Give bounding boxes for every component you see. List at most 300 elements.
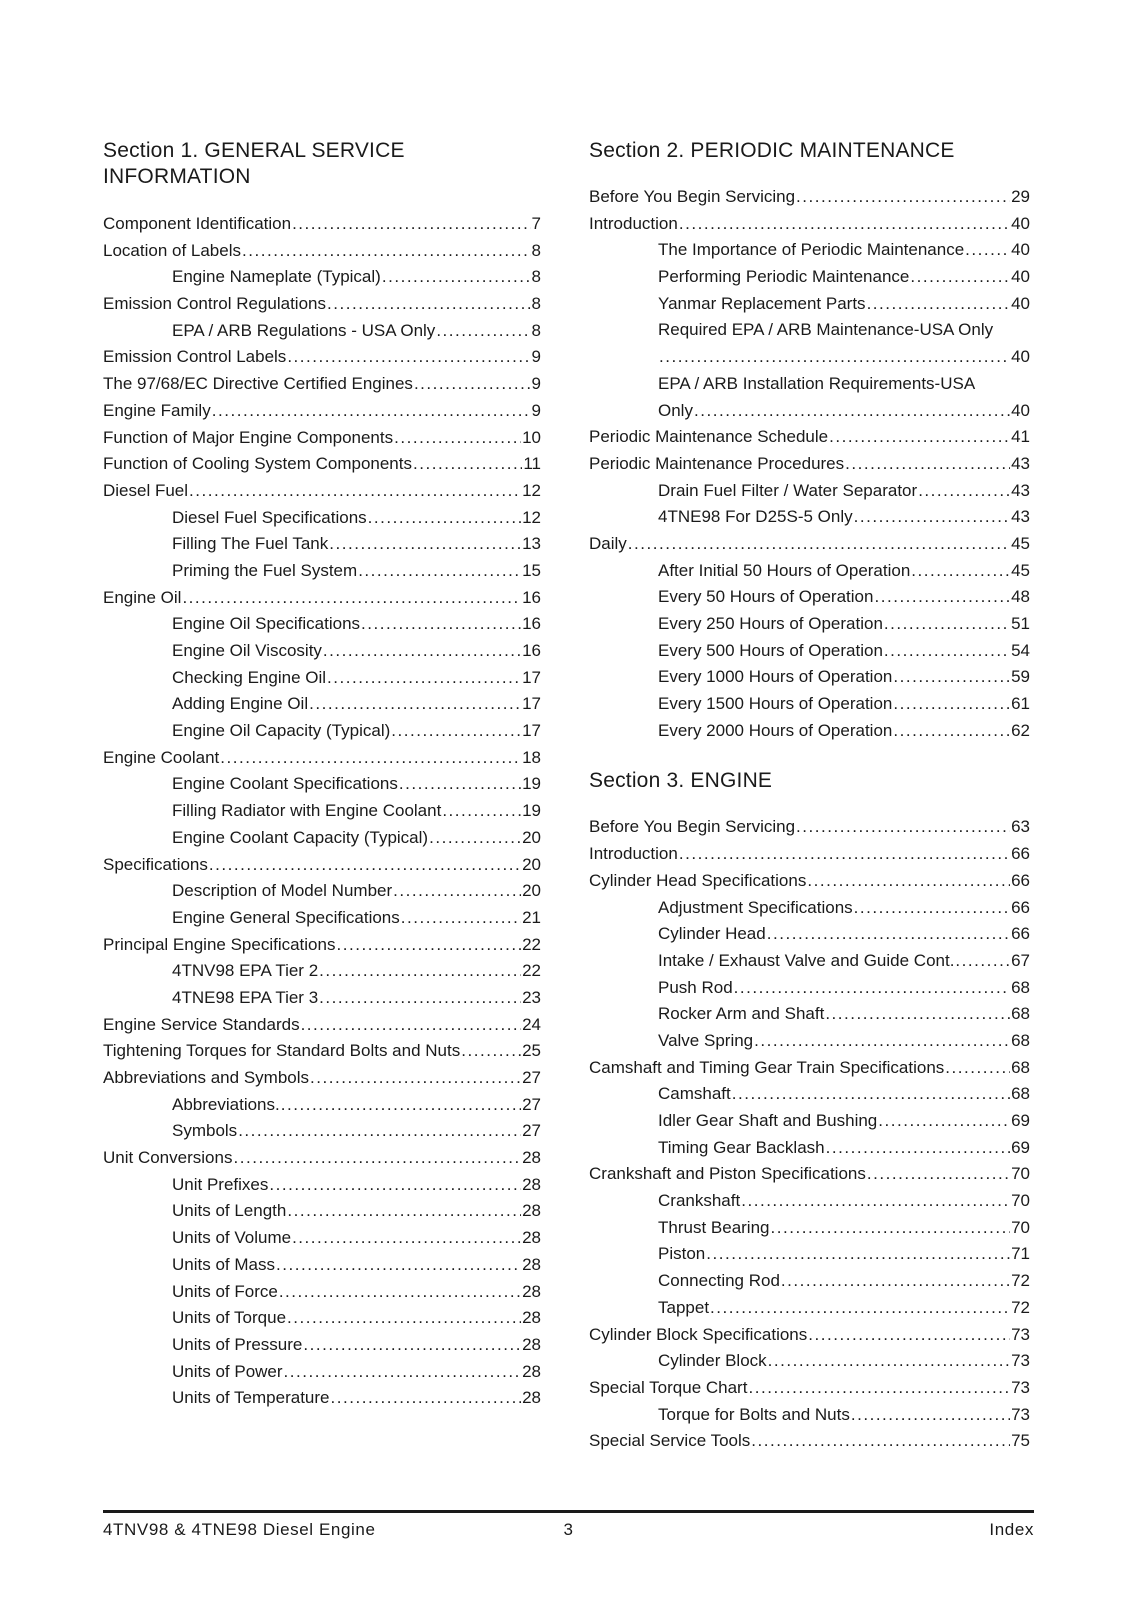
toc-dot-leader	[878, 1111, 1010, 1131]
toc-entry[interactable]	[589, 187, 1030, 214]
toc-entry-page: 43	[1011, 453, 1030, 473]
toc-entry-page: 12	[522, 507, 541, 527]
toc-entry[interactable]	[103, 908, 541, 935]
toc-entry-title: Priming the Fuel System	[172, 560, 358, 580]
toc-entry[interactable]	[103, 267, 541, 294]
toc-entry-page: 8	[531, 267, 541, 287]
toc-entry-title: Introduction	[589, 844, 678, 864]
toc-dot-leader	[319, 961, 521, 981]
toc-entry-page: 28	[522, 1254, 541, 1274]
toc-entry[interactable]	[103, 294, 541, 321]
toc-entry-page: 72	[1011, 1271, 1030, 1291]
toc-entry[interactable]	[589, 267, 1030, 294]
toc-entry-page: 73	[1011, 1377, 1030, 1397]
toc-entry[interactable]	[103, 935, 541, 962]
toc-entry[interactable]	[589, 320, 1030, 347]
toc-entry-page: 41	[1011, 427, 1030, 447]
toc-entry-page: 69	[1011, 1137, 1030, 1157]
toc-entry-page: 18	[522, 747, 541, 767]
toc-entry[interactable]	[589, 240, 1030, 267]
toc-entry[interactable]	[103, 1308, 541, 1335]
toc-entry-page: 68	[1011, 1030, 1030, 1050]
toc-entry[interactable]	[589, 374, 1030, 401]
toc-entry[interactable]	[589, 721, 1030, 748]
toc-dot-leader	[287, 347, 530, 367]
toc-entry[interactable]	[589, 1378, 1030, 1405]
toc-entry-title: Special Service Tools	[589, 1431, 751, 1451]
toc-entry[interactable]	[103, 641, 541, 668]
toc-dot-leader	[309, 694, 521, 714]
toc-entry-page: 66	[1011, 924, 1030, 944]
toc-entry[interactable]	[103, 321, 541, 348]
toc-entry-title: Every 1000 Hours of Operation	[658, 667, 893, 687]
toc-entry-title: Push Rod	[658, 977, 733, 997]
toc-entry-title: 4TNV98 EPA Tier 2	[172, 961, 319, 981]
toc-entry-title: Introduction	[589, 213, 678, 233]
toc-entry[interactable]	[103, 214, 541, 241]
toc-entry-page: 28	[522, 1174, 541, 1194]
toc-entry-title: Idler Gear Shaft and Bushing	[658, 1111, 878, 1130]
toc-entry-title: Diesel Fuel	[103, 480, 189, 500]
toc-entry-title: Engine Nameplate (Typical)	[172, 267, 381, 287]
toc-dot-leader	[242, 241, 531, 261]
toc-entry[interactable]	[589, 817, 1030, 844]
toc-entry-page: 40	[1011, 400, 1030, 420]
toc-entry[interactable]	[103, 1148, 541, 1175]
toc-dot-leader	[628, 534, 1010, 554]
toc-entry-page: 72	[1011, 1297, 1030, 1317]
toc-entry[interactable]	[103, 534, 541, 561]
toc-entry-page: 67	[1011, 950, 1030, 970]
toc-entry-title: Symbols	[172, 1121, 238, 1141]
toc-entry-title: Abbreviations.	[172, 1094, 280, 1114]
toc-entry[interactable]	[103, 881, 541, 908]
toc-entry[interactable]	[103, 508, 541, 535]
toc-entry[interactable]	[103, 374, 541, 401]
toc-entry[interactable]	[103, 401, 541, 428]
toc-dot-leader	[189, 481, 521, 501]
toc-entry-title: Component Identification	[103, 214, 292, 233]
toc-entry-title: Connecting Rod	[658, 1271, 780, 1291]
toc-dot-leader	[281, 1095, 521, 1115]
toc-entry-page: 28	[522, 1361, 541, 1381]
toc-entry-title: Periodic Maintenance Schedule	[589, 427, 829, 447]
toc-dot-leader	[694, 401, 1010, 421]
toc-entry-title: Emission Control Labels	[103, 347, 287, 367]
toc-entry[interactable]	[589, 1084, 1030, 1111]
toc-entry-page: 45	[1011, 533, 1030, 553]
toc-entry-page: 17	[522, 694, 541, 714]
toc-dot-leader	[279, 1282, 521, 1302]
toc-entry-title: Special Torque Chart	[589, 1377, 748, 1397]
toc-dot-leader	[436, 321, 530, 341]
toc-dot-leader	[945, 1058, 1010, 1078]
toc-entry-title: The 97/68/EC Directive Certified Engines	[103, 374, 413, 394]
toc-entry[interactable]	[589, 1138, 1030, 1165]
toc-entry-title: Units of Torque	[172, 1308, 287, 1328]
footer-rule	[103, 1510, 1034, 1513]
toc-entry-title: Units of Pressure	[172, 1334, 303, 1354]
toc-entry-page: 8	[531, 240, 541, 260]
section-2-title: Section 2. PERIODIC MAINTENANCE	[589, 139, 955, 162]
section-3-block	[589, 768, 1030, 1458]
toc-dot-leader	[767, 924, 1010, 944]
toc-entry-title: Filling Radiator with Engine Coolant	[172, 801, 442, 821]
toc-dot-leader	[867, 294, 1011, 314]
toc-entry[interactable]	[103, 828, 541, 855]
toc-entry[interactable]	[103, 855, 541, 882]
toc-entry-page: 68	[1011, 1004, 1030, 1024]
toc-entry-title: Cylinder Block	[658, 1351, 767, 1371]
toc-entry[interactable]	[589, 951, 1030, 978]
toc-entry[interactable]	[589, 641, 1030, 668]
toc-entry-title: Function of Major Engine Components	[103, 427, 394, 447]
toc-entry-page: 16	[522, 587, 541, 607]
toc-entry[interactable]	[103, 1041, 541, 1068]
toc-entry-page: 43	[1011, 480, 1030, 500]
toc-entry[interactable]	[589, 587, 1030, 614]
toc-entry[interactable]	[103, 1362, 541, 1389]
toc-entry[interactable]	[589, 1191, 1030, 1218]
toc-entry-page: 62	[1011, 720, 1030, 740]
toc-entry[interactable]	[103, 774, 541, 801]
toc-entry-page: 22	[522, 934, 541, 954]
toc-entry-page: 24	[522, 1014, 541, 1034]
toc-entry-page: 66	[1011, 844, 1030, 864]
toc-entry-page: 28	[522, 1281, 541, 1301]
toc-entry-title: Torque for Bolts and Nuts	[658, 1404, 850, 1424]
toc-entry-title: Function of Cooling System Components	[103, 454, 412, 474]
toc-entry-page: 27	[522, 1068, 541, 1087]
toc-entry-page: 20	[522, 827, 541, 847]
toc-entry[interactable]	[589, 507, 1030, 534]
toc-dot-leader	[911, 561, 1010, 581]
toc-entry-page: 15	[522, 560, 541, 580]
toc-entry-page: 75	[1011, 1431, 1030, 1451]
section-3-title: Section 3. ENGINE	[589, 769, 773, 793]
toc-dot-leader	[854, 898, 1010, 918]
toc-entry-page: 66	[1011, 897, 1030, 917]
toc-entry[interactable]	[589, 294, 1030, 321]
toc-entry-page: 16	[522, 614, 541, 634]
toc-dot-leader	[910, 267, 1010, 287]
toc-entry-title: Principal Engine Specifications	[103, 934, 336, 954]
toc-entry[interactable]	[589, 1244, 1030, 1271]
toc-dot-leader	[732, 1084, 1010, 1104]
section-2-block	[589, 138, 1030, 747]
toc-entry-page: 48	[1011, 587, 1030, 607]
toc-dot-leader	[734, 978, 1010, 998]
toc-entry-title: Before You Begin Servicing	[589, 187, 796, 206]
toc-dot-leader	[401, 908, 521, 928]
toc-entry-title: Rocker Arm and Shaft	[658, 1004, 825, 1024]
toc-entry-title: Yanmar Replacement Parts	[658, 293, 866, 313]
toc-dot-leader	[220, 748, 521, 768]
toc-entry[interactable]	[589, 871, 1030, 898]
toc-dot-leader	[310, 1068, 521, 1088]
toc-dot-leader	[292, 214, 530, 234]
toc-entry-page: 11	[523, 454, 541, 474]
toc-entry[interactable]	[103, 561, 541, 588]
toc-entry[interactable]	[589, 1111, 1030, 1138]
toc-entry-page: 40	[1011, 213, 1030, 233]
toc-entry-title: Crankshaft and Piston Specifications	[589, 1164, 866, 1184]
toc-entry-title: Checking Engine Oil	[172, 667, 327, 687]
toc-entry-title: Every 50 Hours of Operation	[658, 587, 874, 607]
toc-dot-leader	[918, 481, 1010, 501]
toc-entry-page: 17	[522, 667, 541, 687]
toc-entry[interactable]	[589, 1004, 1030, 1031]
toc-entry[interactable]	[103, 721, 541, 748]
toc-entry-title: Performing Periodic Maintenance	[658, 267, 910, 287]
toc-dot-leader	[771, 1218, 1011, 1238]
toc-entry-title: Only	[658, 400, 693, 420]
toc-entry-title: Tightening Torques for Standard Bolts and Nuts	[103, 1041, 461, 1061]
toc-entry-title: Tappet	[658, 1297, 710, 1317]
toc-entry-page: 51	[1011, 614, 1030, 633]
toc-dot-leader	[825, 1004, 1010, 1024]
toc-entry-page: 25	[522, 1041, 541, 1061]
toc-entry-page: 8	[531, 320, 541, 340]
toc-entry[interactable]	[103, 347, 541, 374]
toc-dot-leader	[276, 1255, 521, 1275]
toc-dot-leader	[965, 240, 1010, 260]
toc-entry[interactable]	[589, 427, 1030, 454]
toc-entry-title: Engine Coolant Capacity (Typical)	[172, 827, 429, 847]
toc-entry[interactable]	[589, 844, 1030, 871]
toc-entry-title: Every 2000 Hours of Operation	[658, 720, 893, 740]
toc-dot-leader	[679, 214, 1010, 234]
toc-entry[interactable]	[103, 1282, 541, 1309]
toc-entry-page: 13	[522, 534, 541, 554]
toc-entry-page: 20	[522, 854, 541, 874]
toc-entry-title: Filling The Fuel Tank	[172, 534, 329, 554]
toc-dot-leader	[781, 1271, 1010, 1291]
toc-entry-page: 29	[1011, 187, 1030, 206]
toc-entry-page: 70	[1011, 1191, 1030, 1211]
footer-section-name: Index	[989, 1520, 1034, 1539]
toc-dot-leader	[768, 1351, 1010, 1371]
toc-entry[interactable]	[589, 1218, 1030, 1245]
toc-entry-title: Adding Engine Oil	[172, 694, 309, 714]
toc-entry[interactable]	[103, 748, 541, 775]
toc-entry[interactable]	[103, 481, 541, 508]
toc-entry-page: 28	[522, 1388, 541, 1408]
toc-dot-leader	[329, 534, 521, 554]
toc-dot-leader	[382, 267, 531, 287]
toc-dot-leader	[287, 1308, 521, 1328]
toc-entry[interactable]	[103, 614, 541, 641]
toc-entry-page: 23	[522, 987, 541, 1007]
toc-entry-page: 54	[1011, 640, 1030, 660]
toc-entry-title: Every 500 Hours of Operation	[658, 640, 883, 660]
toc-entry[interactable]	[589, 401, 1030, 428]
toc-entry-page: 40	[1011, 240, 1030, 260]
toc-entry[interactable]	[589, 214, 1030, 241]
toc-entry-title: Intake / Exhaust Valve and Guide Cont.	[658, 950, 955, 970]
toc-entry[interactable]	[103, 428, 541, 455]
toc-entry[interactable]	[589, 1325, 1030, 1352]
toc-entry[interactable]	[589, 978, 1030, 1005]
toc-dot-leader	[323, 641, 521, 661]
toc-entry-page: 9	[531, 400, 541, 420]
toc-dot-leader	[269, 1175, 521, 1195]
toc-entry-title: Units of Temperature	[172, 1388, 330, 1408]
toc-entry-title: Engine Service Standards	[103, 1014, 300, 1034]
toc-entry-title: Engine General Specifications	[172, 907, 400, 927]
toc-entry-page: 28	[522, 1228, 541, 1248]
toc-entry[interactable]	[589, 694, 1030, 721]
toc-dot-leader	[301, 1015, 522, 1035]
toc-dot-leader	[796, 187, 1010, 207]
toc-entry-title: The Importance of Periodic Maintenance	[658, 240, 965, 260]
toc-entry-page: 19	[522, 801, 541, 821]
toc-entry-title: Camshaft	[658, 1084, 731, 1104]
toc-entry-page: 66	[1011, 870, 1030, 890]
toc-dot-leader	[319, 988, 521, 1008]
toc-dot-leader	[284, 1362, 522, 1382]
toc-entry[interactable]	[589, 1351, 1030, 1378]
toc-entry[interactable]	[103, 1255, 541, 1282]
toc-dot-leader	[884, 614, 1010, 634]
toc-entry-title: Units of Volume	[172, 1228, 292, 1248]
toc-dot-leader	[391, 721, 521, 741]
toc-entry-title: Thrust Bearing	[658, 1217, 770, 1237]
toc-entry[interactable]	[589, 898, 1030, 925]
toc-dot-leader	[327, 294, 531, 314]
toc-entry-page: 63	[1011, 817, 1030, 837]
toc-entry-title: Crankshaft	[658, 1191, 741, 1211]
toc-entry-page: 9	[531, 347, 541, 367]
toc-entry[interactable]	[103, 1068, 541, 1095]
toc-entry[interactable]	[589, 534, 1030, 561]
toc-entry[interactable]	[103, 988, 541, 1015]
toc-entry-page: 10	[522, 427, 541, 447]
toc-entry-page: 28	[522, 1334, 541, 1354]
toc-entry[interactable]	[589, 924, 1030, 951]
toc-dot-leader	[399, 774, 521, 794]
toc-entry-page: 28	[522, 1148, 541, 1168]
toc-dot-leader	[233, 1148, 521, 1168]
toc-entry[interactable]	[589, 1298, 1030, 1325]
toc-dot-leader	[393, 881, 521, 901]
toc-entry[interactable]	[589, 347, 1030, 374]
toc-dot-leader	[413, 454, 522, 474]
toc-dot-leader	[461, 1041, 521, 1061]
toc-entry[interactable]	[589, 1031, 1030, 1058]
toc-entry[interactable]	[103, 668, 541, 695]
toc-entry[interactable]	[103, 1095, 541, 1122]
toc-entry[interactable]	[589, 561, 1030, 588]
toc-dot-leader	[361, 614, 521, 634]
toc-entry[interactable]	[589, 1164, 1030, 1191]
toc-entry-title: Engine Oil Specifications	[172, 614, 361, 634]
toc-entry[interactable]	[103, 1388, 541, 1415]
toc-entry[interactable]	[589, 614, 1030, 641]
toc-dot-leader	[238, 1121, 521, 1141]
toc-entry-title: Unit Conversions	[103, 1148, 233, 1168]
toc-entry-title: Emission Control Regulations	[103, 294, 326, 314]
toc-entry-title: Units of Power	[172, 1361, 283, 1381]
toc-entry-page: 73	[1011, 1351, 1030, 1371]
toc-dot-leader	[394, 428, 521, 448]
toc-entry-title: Before You Begin Servicing	[589, 817, 796, 837]
section-1-entries	[103, 214, 541, 1415]
toc-entry-title: Engine Oil	[103, 587, 182, 607]
toc-entry-page: 21	[522, 907, 541, 927]
toc-entry-title: Diesel Fuel Specifications	[172, 507, 367, 527]
toc-dot-leader	[829, 427, 1010, 447]
toc-dot-leader	[287, 1201, 521, 1221]
toc-dot-leader	[955, 951, 1010, 971]
toc-entry-title: Units of Mass	[172, 1254, 275, 1274]
toc-entry-page: 7	[531, 214, 541, 233]
toc-entry-title: Timing Gear Backlash	[658, 1137, 825, 1157]
toc-entry-title: Engine Oil Capacity (Typical)	[172, 721, 391, 741]
toc-dot-leader	[893, 694, 1010, 714]
toc-entry[interactable]	[589, 481, 1030, 508]
toc-entry[interactable]	[103, 454, 541, 481]
toc-entry-page: 73	[1011, 1404, 1030, 1424]
toc-entry-page: 20	[522, 881, 541, 901]
toc-entry-page: 16	[522, 641, 541, 660]
toc-dot-leader	[796, 817, 1010, 837]
toc-dot-leader	[893, 667, 1010, 687]
toc-entry[interactable]	[103, 694, 541, 721]
toc-dot-leader	[874, 587, 1010, 607]
toc-entry[interactable]	[589, 1405, 1030, 1432]
toc-entry[interactable]	[589, 667, 1030, 694]
toc-entry-title: Required EPA / ARB Maintenance-USA Only	[658, 320, 994, 340]
toc-entry-page: 71	[1011, 1244, 1030, 1264]
toc-entry[interactable]	[589, 1058, 1030, 1085]
toc-dot-leader	[368, 508, 521, 528]
toc-entry-page: 68	[1011, 1057, 1030, 1077]
toc-entry[interactable]	[103, 241, 541, 268]
toc-entry-title: Periodic Maintenance Procedures	[589, 453, 845, 473]
toc-entry[interactable]	[589, 1271, 1030, 1298]
toc-entry[interactable]	[103, 1335, 541, 1362]
toc-entry[interactable]	[103, 1228, 541, 1255]
toc-entry[interactable]	[589, 1431, 1030, 1458]
toc-entry[interactable]	[103, 1121, 541, 1148]
toc-entry[interactable]	[103, 961, 541, 988]
toc-entry-page: 19	[522, 774, 541, 794]
toc-entry-title: Units of Force	[172, 1281, 278, 1301]
toc-entry-page: 68	[1011, 1084, 1030, 1104]
toc-entry[interactable]	[103, 1175, 541, 1202]
toc-dot-leader	[212, 401, 531, 421]
toc-entry-page: 28	[522, 1308, 541, 1328]
toc-dot-leader	[807, 871, 1010, 891]
toc-entry[interactable]	[589, 454, 1030, 481]
toc-entry-title: 4TNE98 EPA Tier 3	[172, 987, 319, 1007]
toc-entry[interactable]	[103, 588, 541, 615]
toc-entry-page: 22	[522, 961, 541, 981]
toc-entry-page: 69	[1011, 1111, 1030, 1130]
toc-dot-leader	[330, 1388, 521, 1408]
toc-entry-title: Specifications	[103, 854, 208, 874]
toc-entry-page: 70	[1011, 1164, 1030, 1184]
toc-entry[interactable]	[103, 1201, 541, 1228]
toc-entry[interactable]	[103, 1015, 541, 1042]
toc-dot-leader	[292, 1228, 521, 1248]
toc-entry-page: 59	[1011, 667, 1030, 687]
toc-entry-page: 17	[522, 721, 541, 741]
toc-entry[interactable]	[103, 801, 541, 828]
toc-entry-page: 40	[1011, 347, 1030, 367]
toc-entry-title: 4TNE98 For D25S-5 Only	[658, 507, 853, 527]
